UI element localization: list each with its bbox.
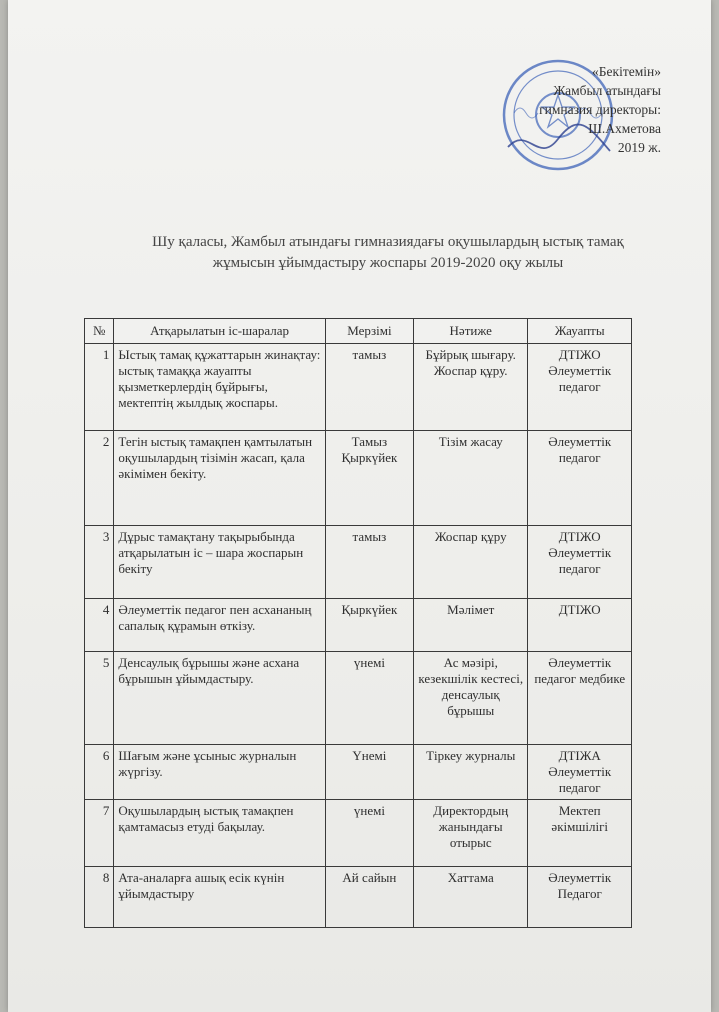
table-header-row <box>85 319 632 344</box>
header-term: Мерзімі <box>325 319 413 344</box>
approval-line-2: Жамбыл атындағы <box>553 83 661 98</box>
row-number: 7 <box>85 800 114 867</box>
row-activity: Оқушылардың ыстық тамақпен қамтамасыз етуді бақылау. <box>114 800 325 867</box>
row-responsible: ДТІЖО Әлеуметтік педагог <box>528 344 632 431</box>
table-row <box>85 599 632 652</box>
approval-block <box>491 62 661 157</box>
title-line-2: жұмысын ұйымдастыру жоспары 2019-2020 оқу жылы <box>212 255 564 271</box>
table-row <box>85 431 632 526</box>
row-result: Мәлімет <box>414 599 528 652</box>
row-number: 6 <box>85 745 114 800</box>
row-term: үнемі <box>325 652 413 745</box>
row-number: 2 <box>85 431 114 526</box>
table-row <box>85 745 632 800</box>
row-result: Тізім жасау <box>414 431 528 526</box>
header-activity: Атқарылатын іс-шаралар <box>114 319 325 344</box>
row-term: Ай сайын <box>325 867 413 928</box>
row-activity: Әлеуметтік педагог пен асхананың сапалық құрамын өткізу. <box>114 599 325 652</box>
row-responsible: Әлеуметтік педагог <box>528 431 632 526</box>
approval-line-3: гимназия директоры: <box>539 102 661 117</box>
row-responsible: Әлеуметтік Педагог <box>528 867 632 928</box>
approval-line-5: 2019 ж. <box>617 140 661 155</box>
row-term: үнемі <box>325 800 413 867</box>
row-term: Үнемі <box>325 745 413 800</box>
row-term: Қыркүйек <box>325 599 413 652</box>
table-row <box>85 526 632 599</box>
row-responsible: Мектеп әкімшілігі <box>528 800 632 867</box>
row-responsible: ДТІЖО Әлеуметтік педагог <box>528 526 632 599</box>
document-page <box>8 0 711 1012</box>
row-term: тамыз <box>325 344 413 431</box>
document-title <box>78 232 698 274</box>
table-row <box>85 344 632 431</box>
header-number: № <box>85 319 114 344</box>
row-number: 8 <box>85 867 114 928</box>
row-activity: Денсаулық бұрышы және асхана бұрышын ұйымдастыру. <box>114 652 325 745</box>
row-result: Тіркеу журналы <box>414 745 528 800</box>
row-number: 4 <box>85 599 114 652</box>
approval-line-1: «Бекітемін» <box>592 64 661 79</box>
row-number: 5 <box>85 652 114 745</box>
row-activity: Ата-аналарға ашық есік күнін ұйымдастыру <box>114 867 325 928</box>
plan-table <box>84 318 632 928</box>
row-number: 1 <box>85 344 114 431</box>
row-responsible: Әлеуметтік педагог медбике <box>528 652 632 745</box>
row-responsible: ДТІЖО <box>528 599 632 652</box>
row-term: Тамыз Қыркүйек <box>325 431 413 526</box>
table-row <box>85 867 632 928</box>
header-responsible: Жауапты <box>528 319 632 344</box>
row-responsible: ДТІЖА Әлеуметтік педагог <box>528 745 632 800</box>
row-term: тамыз <box>325 526 413 599</box>
row-activity: Дұрыс тамақтану тақырыбында атқарылатын іс – шара жоспарын бекіту <box>114 526 325 599</box>
row-result: Директордың жанындағы отырыс <box>414 800 528 867</box>
row-result: Хаттама <box>414 867 528 928</box>
row-activity: Шағым және ұсыныс журналын жүргізу. <box>114 745 325 800</box>
row-activity: Ыстық тамақ құжаттарын жинақтау: ыстық тамаққа жауапты қызметкерлердің бұйрығы, мектептің жылдық жоспары. <box>114 344 325 431</box>
approval-line-4: Ш.Ахметова <box>588 121 661 136</box>
header-result: Нәтиже <box>414 319 528 344</box>
row-result: Бұйрық шығару. Жоспар құру. <box>414 344 528 431</box>
table-row <box>85 800 632 867</box>
table-row <box>85 652 632 745</box>
row-number: 3 <box>85 526 114 599</box>
row-result: Ас мәзірі, кезекшілік кестесі, денсаулық бұрышы <box>414 652 528 745</box>
row-activity: Тегін ыстық тамақпен қамтылатын оқушылардың тізімін жасап, қала әкімімен бекіту. <box>114 431 325 526</box>
title-line-1: Шу қаласы, Жамбыл атындағы гимназиядағы оқушылардың ыстық тамақ <box>152 234 624 250</box>
row-result: Жоспар құру <box>414 526 528 599</box>
